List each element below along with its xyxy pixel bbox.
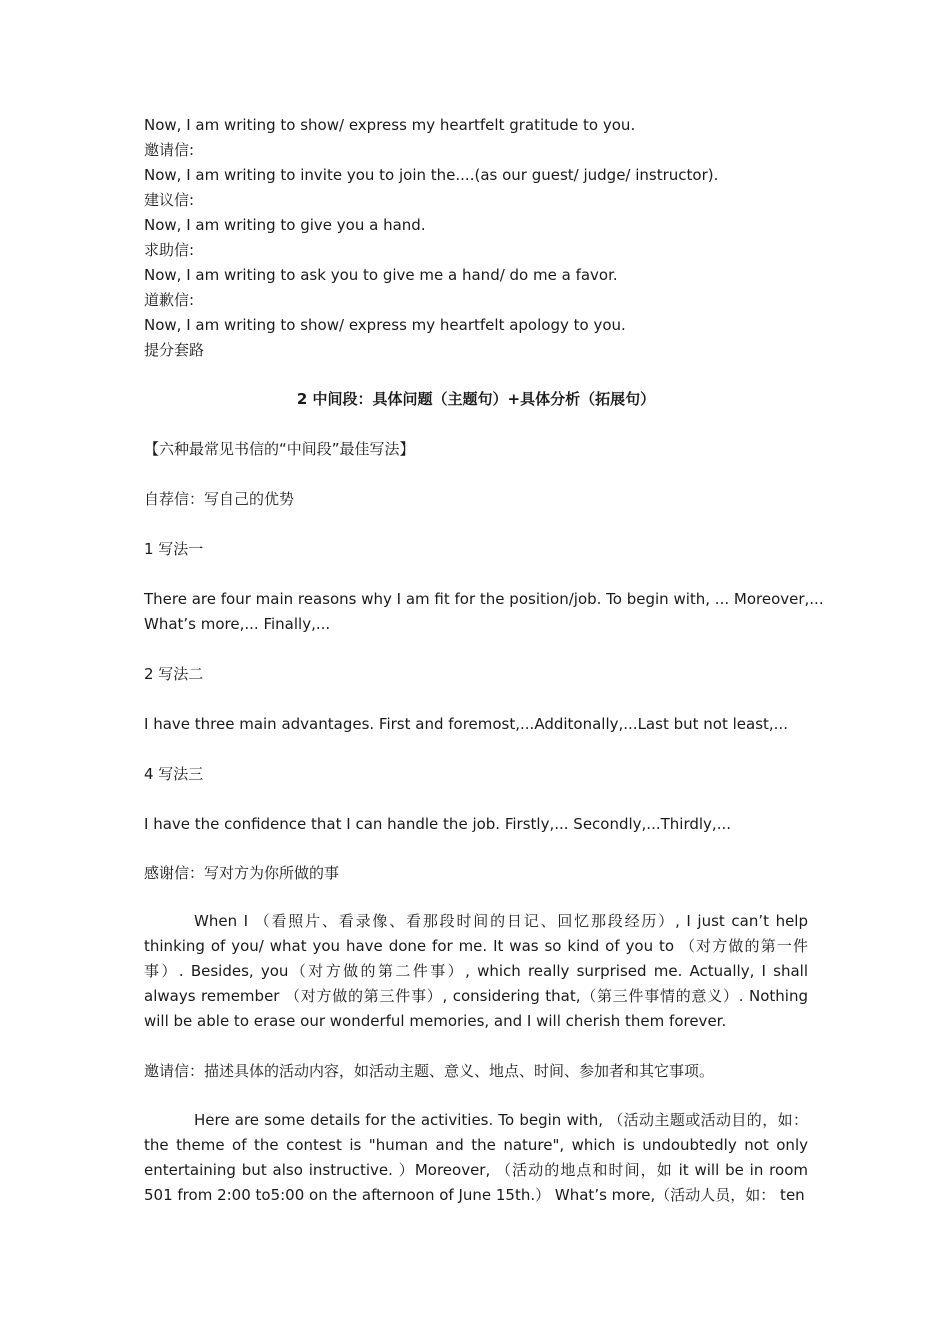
method1-text: There are four main reasons why I am fit for the position/job. To begin with, ... Moreover,... [144, 590, 824, 608]
method3-label: 4 写法三 [144, 765, 204, 783]
method2-label: 2 写法二 [144, 665, 204, 683]
text-line: Now, I am writing to show/ express my heartfelt gratitude to you. [144, 116, 636, 134]
invitation-letter-title: 邀请信：描述具体的活动内容，如活动主题、意义、地点、时间、参加者和其它事项。 [144, 1062, 715, 1080]
text-line: Now, I am writing to show/ express my heartfelt apology to you. [144, 316, 626, 334]
letter-type-label: 邀请信: [144, 141, 195, 159]
text-line: 提分套路 [144, 341, 205, 359]
method1-text-cont: What’s more,... Finally,... [144, 615, 331, 633]
method3-text: I have the confidence that I can handle the job. Firstly,... Secondly,...Thirdly,... [144, 815, 731, 833]
letter-type-label: 求助信: [144, 241, 195, 259]
self-recommendation-title: 自荐信：写自己的优势 [144, 490, 295, 508]
text-line: Now, I am writing to give you a hand. [144, 216, 426, 234]
text-line: Now, I am writing to invite you to join the....(as our guest/ judge/ instructor). [144, 166, 719, 184]
thanks-letter-paragraph: When I （看照片、看录像、看那段时间的日记、回忆那段经历）, I just can’t help thinking of you/ what you have done for me. It was so kind of you to （对方做的第一件事）. Besides, you（对方做的第二件事）, which really surprised me. Actually, I shall always remember （对方做的第三件事）, considering that,（第三件事情的意义）. Nothing will be able to erase our wonderful memories, and I will cherish them forever. [144, 912, 808, 1030]
text-line: Now, I am writing to ask you to give me a hand/ do me a favor. [144, 266, 618, 284]
subheading: 【六种最常见书信的“中间段”最佳写法】 [144, 440, 415, 458]
method2-text: I have three main advantages. First and foremost,...Additonally,...Last but not least,... [144, 715, 788, 733]
invitation-letter-paragraph: Here are some details for the activities. To begin with, （活动主题或活动目的，如：the theme of the contest is "human and the nature", which is undoubtedly not only entertaining but also instructive. ）Moreover, （活动的地点和时间，如 it will be in room 501 from 2:00 to5:00 on the afternoon of June 15th.） What’s more,（活动人员，如： ten [144, 1111, 808, 1204]
method1-label: 1 写法一 [144, 540, 204, 558]
section-heading: 2 中间段：具体问题（主题句）+具体分析（拓展句） [296, 390, 656, 408]
thanks-letter-title: 感谢信：写对方为你所做的事 [144, 864, 340, 882]
letter-type-label: 道歉信: [144, 291, 195, 309]
letter-type-label: 建议信: [144, 191, 195, 209]
